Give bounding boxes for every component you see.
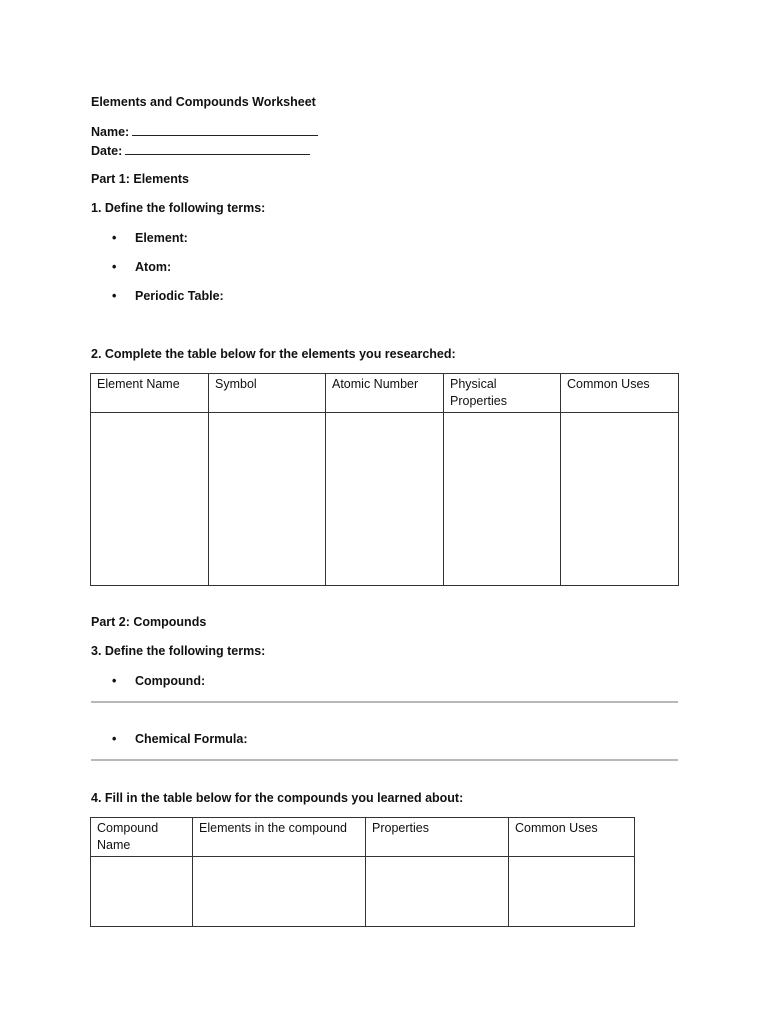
question-3: 3. Define the following terms: (91, 644, 266, 658)
question-2: 2. Complete the table below for the elements you researched: (91, 347, 456, 361)
date-blank[interactable] (125, 142, 310, 155)
term-atom: Atom: (135, 260, 172, 274)
date-line (91, 142, 310, 159)
bullet-icon: • (112, 231, 117, 245)
bullet-icon: • (112, 674, 117, 688)
term-compound: Compound: (135, 674, 206, 688)
header-common-uses: Common Uses (561, 374, 679, 413)
table-cell[interactable] (326, 413, 444, 586)
table-header-row (91, 818, 635, 857)
worksheet-title: Elements and Compounds Worksheet (91, 95, 316, 109)
name-blank[interactable] (132, 123, 318, 136)
answer-line[interactable] (91, 759, 678, 761)
header-physical-properties: Physical Properties (444, 374, 561, 413)
table-row (91, 413, 679, 586)
bullet-icon: • (112, 260, 117, 274)
answer-line[interactable] (91, 701, 678, 703)
term-chemical-formula: Chemical Formula: (135, 732, 248, 746)
table-cell[interactable] (561, 413, 679, 586)
compounds-table (90, 817, 635, 927)
question-4: 4. Fill in the table below for the compounds you learned about: (91, 791, 464, 805)
header-properties: Properties (366, 818, 509, 857)
table-cell[interactable] (193, 857, 366, 927)
header-elements-in-compound: Elements in the compound (193, 818, 366, 857)
bullet-icon: • (112, 732, 117, 746)
question-1: 1. Define the following terms: (91, 201, 266, 215)
table-cell[interactable] (91, 857, 193, 927)
table-cell[interactable] (209, 413, 326, 586)
bullet-icon: • (112, 289, 117, 303)
elements-table (90, 373, 679, 586)
table-cell[interactable] (91, 413, 209, 586)
header-atomic-number: Atomic Number (326, 374, 444, 413)
date-label: Date: (91, 144, 123, 158)
name-label: Name: (91, 125, 130, 139)
table-header-row (91, 374, 679, 413)
part2-heading: Part 2: Compounds (91, 615, 207, 629)
header-element-name: Element Name (91, 374, 209, 413)
table-cell[interactable] (509, 857, 635, 927)
header-compound-name: Compound Name (91, 818, 193, 857)
term-element: Element: (135, 231, 188, 245)
table-cell[interactable] (444, 413, 561, 586)
name-line (91, 123, 318, 140)
header-common-uses: Common Uses (509, 818, 635, 857)
table-row (91, 857, 635, 927)
term-periodic-table: Periodic Table: (135, 289, 224, 303)
table-cell[interactable] (366, 857, 509, 927)
part1-heading: Part 1: Elements (91, 172, 189, 186)
header-symbol: Symbol (209, 374, 326, 413)
